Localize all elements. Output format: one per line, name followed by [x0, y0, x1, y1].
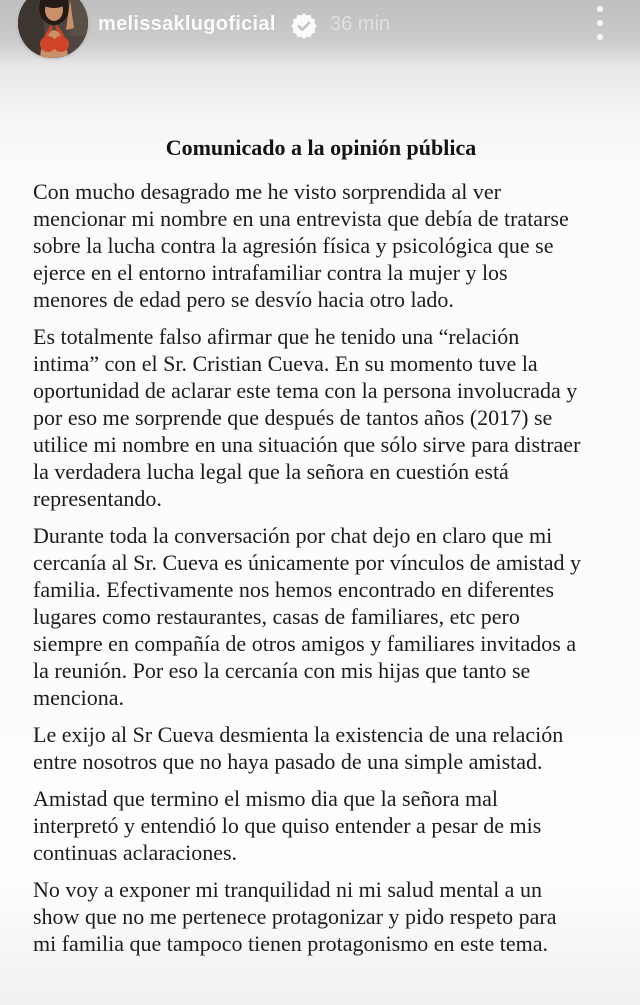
statement-paragraph	[33, 522, 609, 711]
statement-line: oportunidad de aclarar este tema con la persona involucrada y	[33, 378, 578, 403]
story-header	[0, 0, 640, 62]
statement-line: mencionar mi nombre en una entrevista que debía de tratarse	[33, 206, 569, 231]
verified-badge-icon	[291, 13, 317, 39]
statement-paragraph	[33, 323, 609, 512]
statement-line: Es totalmente falso afirmar que he tenido una “relación	[33, 324, 520, 349]
statement-paragraphs	[33, 178, 609, 957]
statement-body	[33, 134, 609, 957]
statement-paragraph	[33, 178, 609, 313]
statement-line: mi familia que tampoco tienen protagonismo en este tema.	[33, 931, 549, 956]
statement-paragraph	[33, 785, 609, 866]
statement-line: Amistad que termino el mismo dia que la señora mal	[33, 786, 498, 811]
statement-line: entre nosotros que no haya pasado de una simple amistad.	[33, 749, 543, 774]
statement-line: menores de edad pero se desvío hacia otro lado.	[33, 287, 454, 312]
statement-title: Comunicado a la opinión pública	[165, 135, 477, 160]
statement-line: cercanía al Sr. Cueva es únicamente por vínculos de amistad y	[33, 550, 581, 575]
kebab-menu-icon[interactable]	[592, 4, 608, 42]
statement-line: Durante toda la conversación por chat dejo en claro que mi	[33, 523, 553, 548]
statement-line: Con mucho desagrado me he visto sorprendida al ver	[33, 179, 501, 204]
username[interactable]: melissaklugoficial	[98, 13, 276, 35]
avatar-photo	[18, 0, 88, 58]
statement-line: intima” con el Sr. Cristian Cueva. En su momento tuve la	[33, 351, 538, 376]
statement-line: continuas aclaraciones.	[33, 840, 238, 865]
statement-line: menciona.	[33, 685, 125, 710]
statement-line: show que no me pertenece protagonizar y pido respeto para	[33, 904, 557, 929]
statement-line: la verdadera lucha legal que la señora en cuestión está	[33, 459, 509, 484]
statement-line: siempre en compañía de otros amigos y familiares invitados a	[33, 631, 577, 656]
statement-line: ejerce en el entorno intrafamiliar contra la mujer y los	[33, 260, 508, 285]
statement-paragraph	[33, 876, 609, 957]
statement-line: No voy a exponer mi tranquilidad ni mi salud mental a un	[33, 877, 542, 902]
statement-line: representando.	[33, 486, 162, 511]
statement-line: familia. Efectivamente nos hemos encontrado en diferentes	[33, 577, 555, 602]
statement-line: utilice mi nombre en una situación que sólo sirve para distraer	[33, 432, 581, 457]
story-timestamp: 36 min	[330, 13, 391, 35]
statement-line: interpretó y entendió lo que quiso entender a pesar de mis	[33, 813, 542, 838]
statement-line: Le exijo al Sr Cueva desmienta la existencia de una relación	[33, 722, 564, 747]
statement-line: sobre la lucha contra la agresión física y psicológica que se	[33, 233, 554, 258]
avatar[interactable]	[18, 0, 88, 58]
statement-paragraph	[33, 721, 609, 775]
statement-line: la reunión. Por eso la cercanía con mis hijas que tanto se	[33, 658, 531, 683]
statement-line: lugares como restaurantes, casas de familiares, etc pero	[33, 604, 520, 629]
statement-line: por eso me sorprende que después de tantos años (2017) se	[33, 405, 553, 430]
